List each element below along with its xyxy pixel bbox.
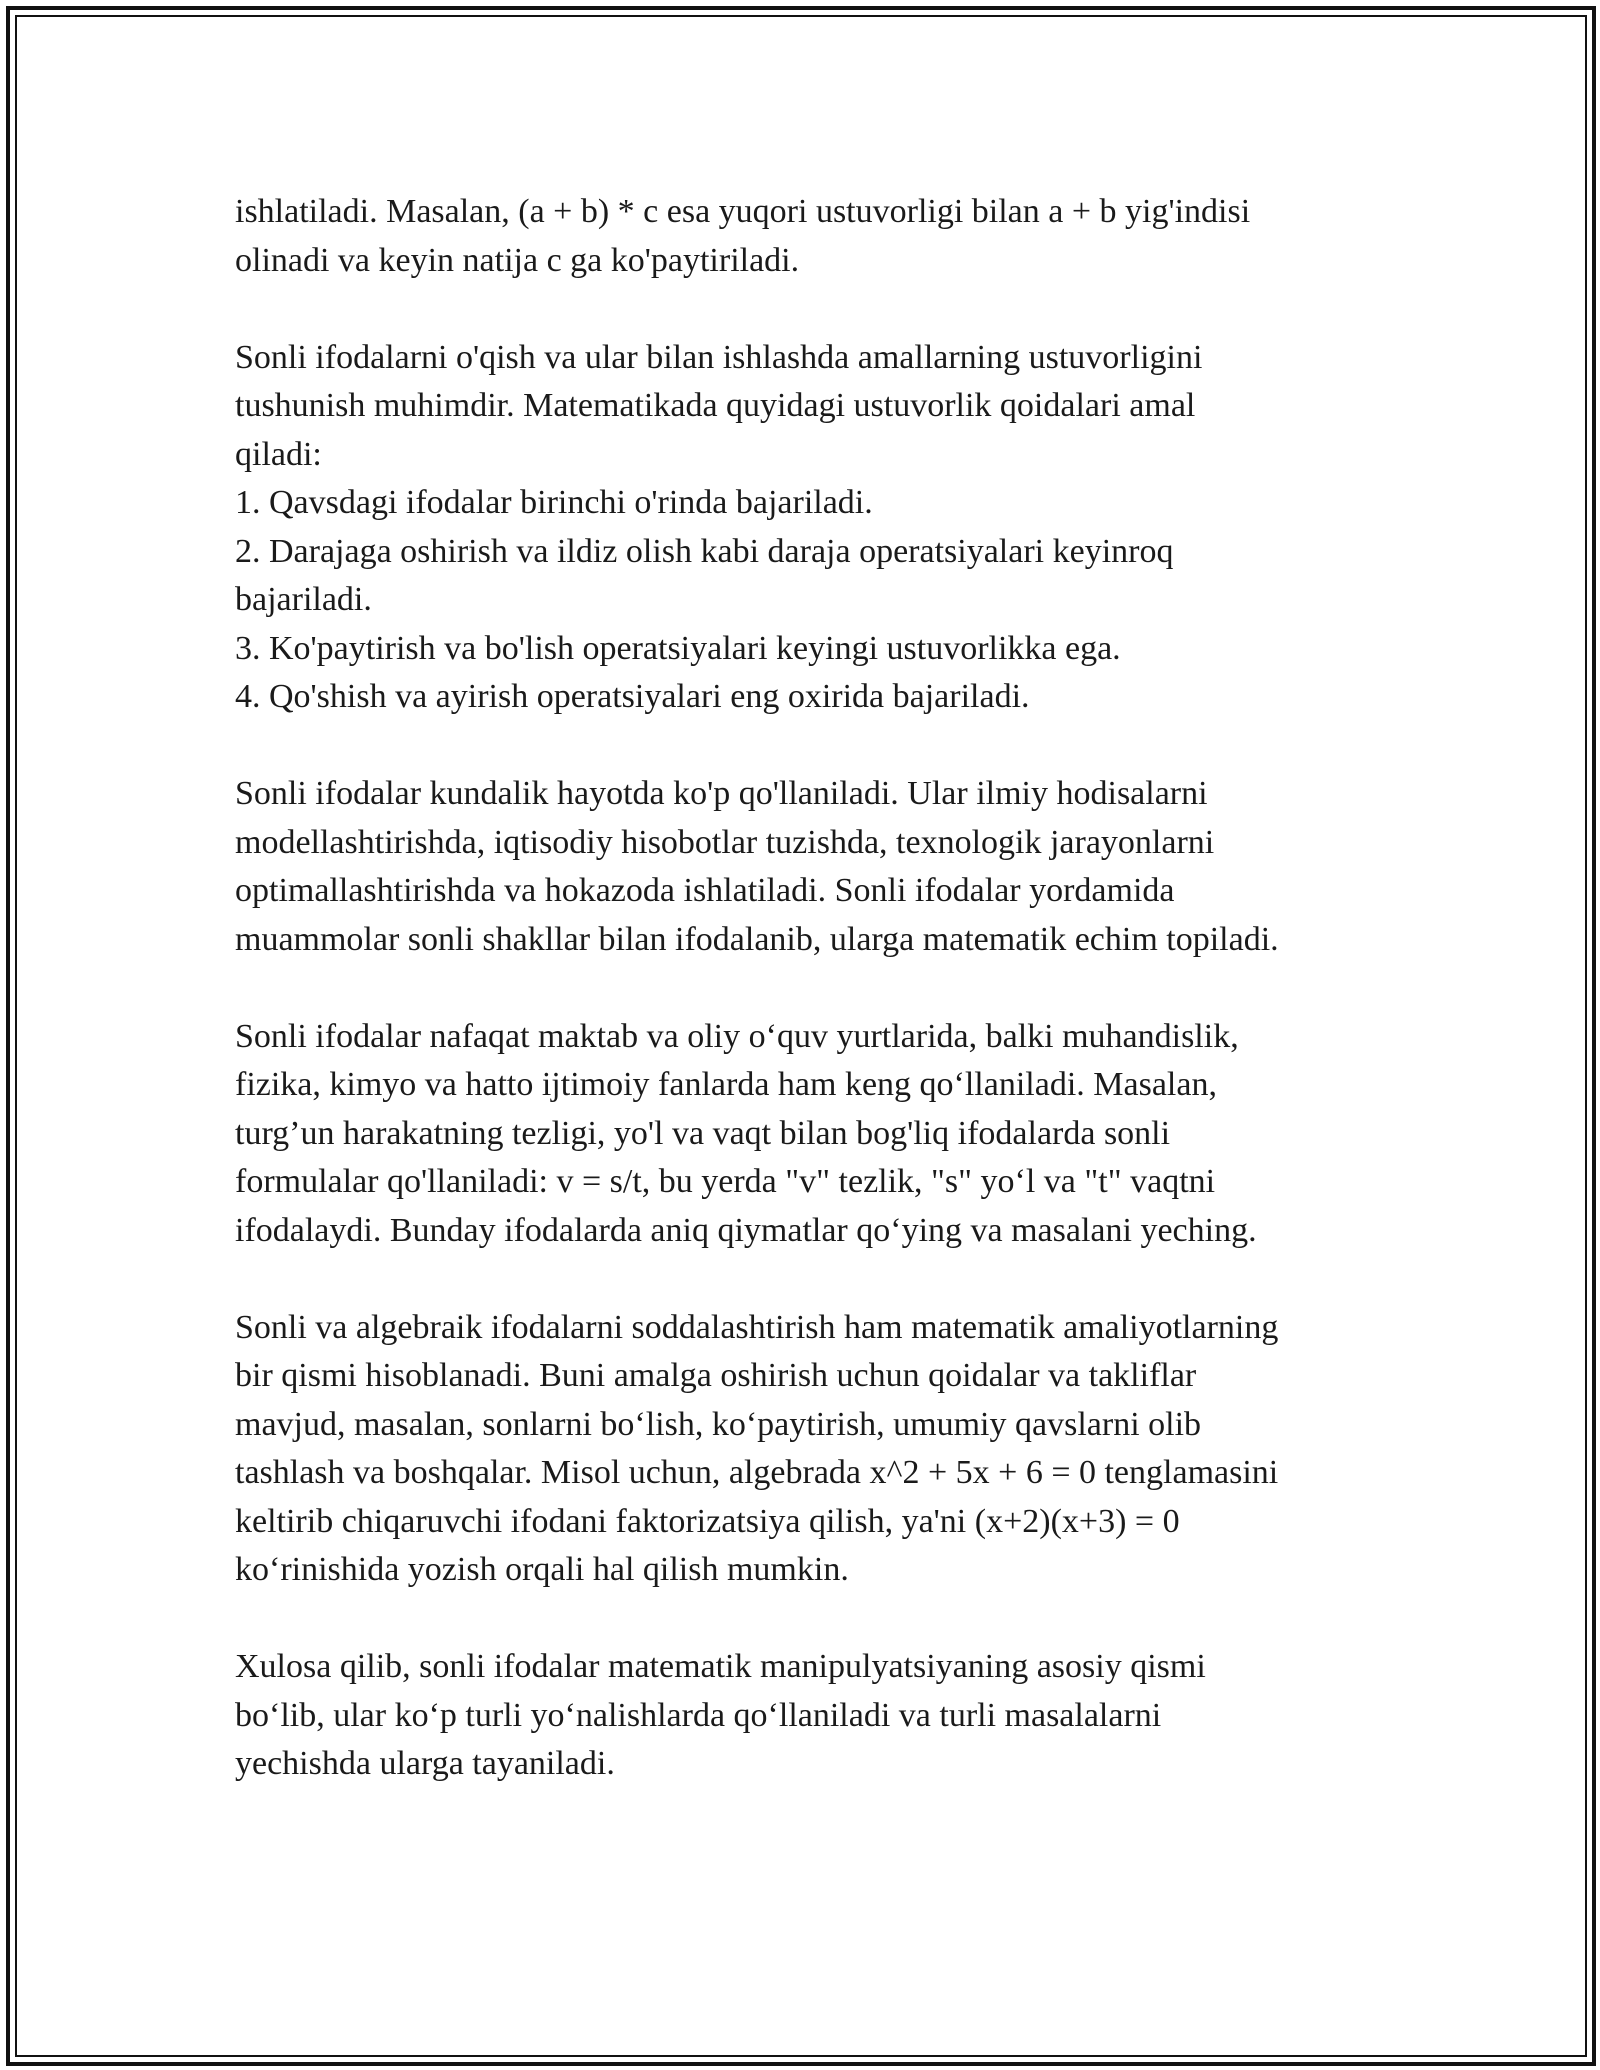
list-item-rule-2-continued: bajariladi.	[235, 581, 372, 618]
list-item-rule-2: 2. Darajaga oshirish va ildiz olish kabi daraja operatsiyalari keyinroq	[235, 532, 1174, 570]
text-line: ko‘rinishida yozish orqali hal qilish mumkin.	[235, 1551, 849, 1588]
text-line: optimallashtirishda va hokazoda ishlatiladi. Sonli ifodalar yordamida	[235, 872, 1175, 909]
text-line: Sonli va algebraik ifodalarni soddalashtirish ham matematik amaliyotlarning	[235, 1308, 1279, 1346]
text-line: bo‘lib, ular ko‘p turli yo‘nalishlarda qo‘llaniladi va turli masalalarni	[235, 1696, 1162, 1734]
text-line: fizika, kimyo va hatto ijtimoiy fanlarda ham keng qo‘llaniladi. Masalan,	[235, 1066, 1217, 1103]
paragraph-precedence-rules	[235, 334, 1375, 722]
text-line: Xulosa qilib, sonli ifodalar matematik manipulyatsiyaning asosiy qismi	[235, 1648, 1206, 1685]
text-line: Sonli ifodalarni o'qish va ular bilan ishlashda amallarning ustuvorligini	[235, 338, 1203, 376]
list-item-rule-4: 4. Qo'shish va ayirish operatsiyalari eng oxirida bajariladi.	[235, 678, 1030, 715]
text-line: modellashtirishda, iqtisodiy hisobotlar tuzishda, texnologik jarayonlarni	[235, 823, 1215, 861]
paragraph-scientific-use	[235, 1013, 1375, 1256]
text-line: Sonli ifodalar kundalik hayotda ko'p qo'llaniladi. Ular ilmiy hodisalarni	[235, 775, 1208, 812]
page-body	[235, 188, 1375, 1789]
paragraph-simplification	[235, 1304, 1375, 1595]
text-line: turg’un harakatning tezligi, yo'l va vaqt bilan bog'liq ifodalarda sonli	[235, 1114, 1171, 1152]
text-line: mavjud, masalan, sonlarni bo‘lish, ko‘paytirish, umumiy qavslarni olib	[235, 1405, 1202, 1443]
text-line: muammolar sonli shakllar bilan ifodalanib, ularga matematik echim topiladi.	[235, 920, 1279, 958]
text-line: yechishda ularga tayaniladi.	[235, 1745, 615, 1782]
text-line: bir qismi hisoblanadi. Buni amalga oshirish uchun qoidalar va takliflar	[235, 1357, 1197, 1394]
list-item-rule-1: 1. Qavsdagi ifodalar birinchi o'rinda bajariladi.	[235, 484, 873, 521]
text-line: Sonli ifodalar nafaqat maktab va oliy o‘quv yurtlarida, balki muhandislik,	[235, 1017, 1239, 1055]
text-line: tashlash va boshqalar. Misol uchun, algebrada x^2 + 5x + 6 = 0 tenglamasini	[235, 1454, 1279, 1491]
text-line: formulalar qo'llaniladi: v = s/t, bu yerda "v" tezlik, "s" yo‘l va "t" vaqtni	[235, 1163, 1216, 1200]
text-line: olinadi va keyin natija c ga ko'paytiriladi.	[235, 241, 800, 279]
paragraph-conclusion	[235, 1643, 1375, 1789]
text-line: ishlatiladi. Masalan, (a + b) * c esa yuqori ustuvorligi bilan a + b yig'indisi	[235, 193, 1251, 230]
text-line: qiladi:	[235, 435, 322, 473]
text-line: tushunish muhimdir. Matematikada quyidagi ustuvorlik qoidalari amal	[235, 387, 1196, 424]
text-line: keltirib chiqaruvchi ifodani faktorizatsiya qilish, ya'ni (x+2)(x+3) = 0	[235, 1502, 1180, 1540]
text-line: ifodalaydi. Bunday ifodalarda aniq qiymatlar qo‘ying va masalani yeching.	[235, 1211, 1257, 1249]
list-item-rule-3: 3. Ko'paytirish va bo'lish operatsiyalari keyingi ustuvorlikka ega.	[235, 629, 1121, 667]
paragraph-everyday-use	[235, 770, 1375, 964]
paragraph-operator-precedence-example	[235, 188, 1375, 285]
